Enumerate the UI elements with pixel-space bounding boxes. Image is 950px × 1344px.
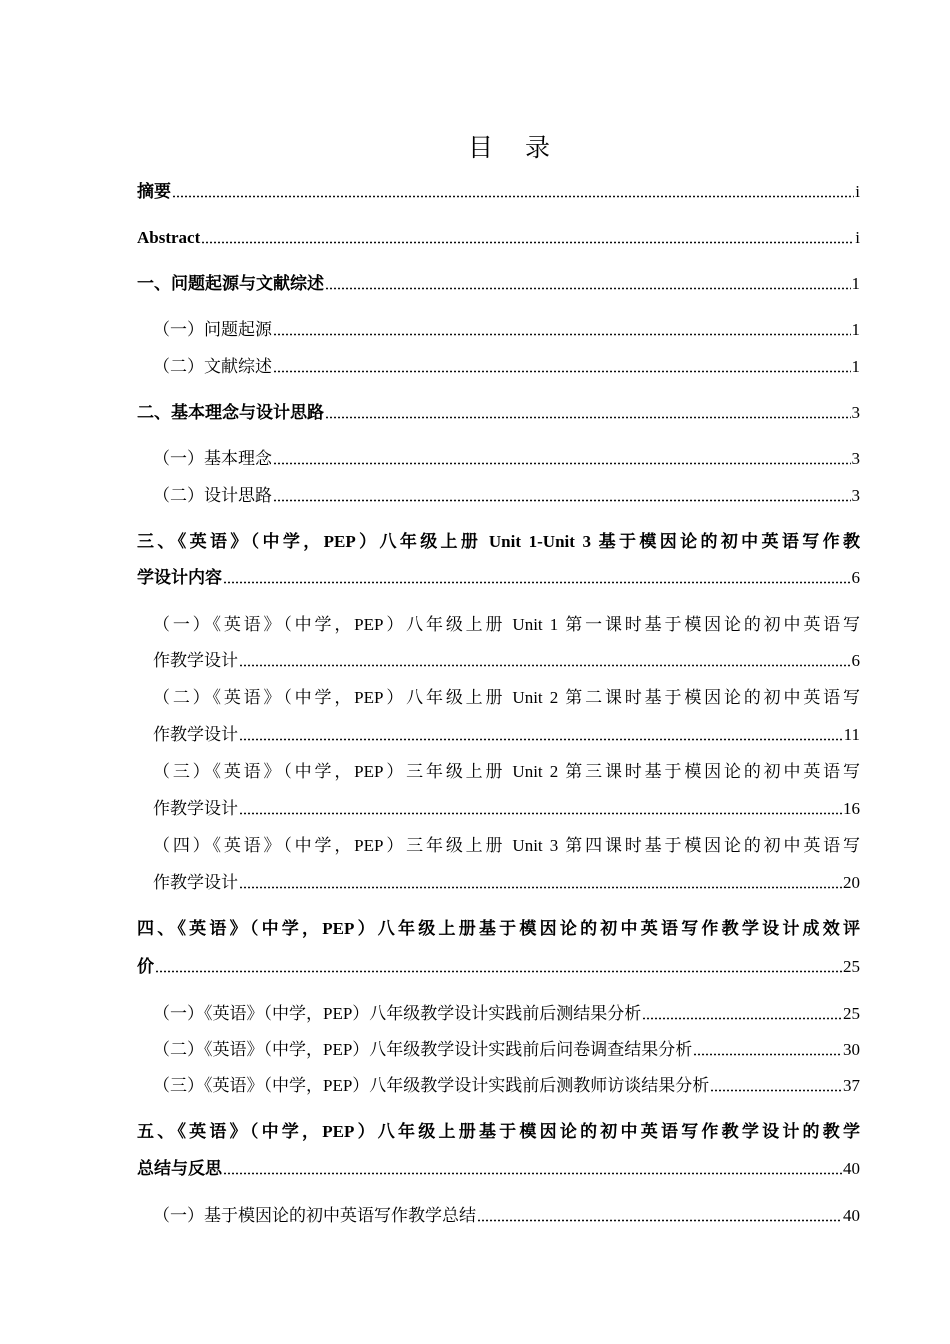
toc-entry[interactable] [153, 318, 860, 342]
toc-entry[interactable] [153, 649, 860, 673]
toc-entry[interactable] [137, 1120, 860, 1144]
toc-entry-title: （四）《英语》（中学，PEP）三年级上册 Unit 3 第四课时基于模因论的初中英语写 [153, 836, 860, 855]
toc-entry[interactable] [137, 180, 860, 204]
toc-entry-title: 摘要 [137, 182, 171, 201]
toc-entry-title: 价 [137, 957, 154, 976]
toc-page-number: 11 [843, 725, 860, 744]
dot-leader [155, 969, 842, 973]
toc-title: 目 录 [468, 133, 562, 162]
toc-entry-title: （二）《英语》（中学，PEP）八年级教学设计实践前后问卷调查结果分析 [153, 1040, 693, 1059]
toc-entry[interactable] [153, 613, 860, 637]
toc-entry[interactable] [137, 226, 860, 250]
dot-leader [239, 811, 842, 815]
toc-entry[interactable] [137, 272, 860, 296]
toc-entry-title: 作教学设计 [153, 799, 238, 818]
toc-page-number: 16 [843, 799, 860, 818]
toc-entry-title: Abstract [137, 228, 201, 247]
toc-entry-title: 作教学设计 [153, 873, 238, 892]
toc-entry[interactable] [153, 760, 860, 784]
dot-leader [710, 1088, 842, 1092]
toc-page-number: 37 [843, 1076, 860, 1095]
toc-entry-title: 作教学设计 [153, 725, 238, 744]
toc-entry-title: （一）《英语》（中学，PEP）八年级上册 Unit 1 第一课时基于模因论的初中英语写 [153, 615, 860, 634]
dot-leader [273, 498, 851, 502]
toc-entry[interactable] [153, 447, 860, 471]
toc-entry[interactable] [153, 723, 860, 747]
toc-page-number: 6 [851, 568, 860, 587]
toc-entry-title: （三）《英语》（中学，PEP）八年级教学设计实践前后测教师访谈结果分析 [153, 1076, 710, 1095]
toc-entry-title: 三、《英语》（中学，PEP）八年级上册 Unit 1-Unit 3 基于模因论的初中英语写作教 [137, 532, 860, 551]
toc-page-number: 1 [851, 357, 860, 376]
toc-entry-title: 一、问题起源与文献综述 [137, 274, 324, 293]
dot-leader [273, 332, 851, 336]
dot-leader [201, 240, 854, 244]
dot-leader [223, 580, 851, 584]
dot-leader [172, 194, 854, 198]
toc-page-number: 20 [843, 873, 860, 892]
toc-entry[interactable] [153, 355, 860, 379]
toc-page-number: i [855, 228, 860, 247]
dot-leader [239, 663, 851, 667]
toc-entry[interactable] [137, 917, 860, 941]
dot-leader [223, 1171, 842, 1175]
toc-entry[interactable] [153, 871, 860, 895]
dot-leader [239, 737, 843, 741]
toc-page-number: 6 [851, 651, 860, 670]
toc-page-number: 30 [843, 1040, 860, 1059]
toc-page-number: i [855, 182, 860, 201]
dot-leader [273, 461, 851, 465]
toc-entry[interactable] [137, 401, 860, 425]
toc-page-number: 3 [851, 403, 860, 422]
toc-entry-title: （一）问题起源 [153, 320, 272, 339]
dot-leader [239, 885, 842, 889]
dot-leader [693, 1052, 842, 1056]
toc-entry-title: 二、基本理念与设计思路 [137, 403, 324, 422]
toc-page-number: 1 [851, 320, 860, 339]
toc-page-number: 25 [843, 957, 860, 976]
toc-entry-title: （二）文献综述 [153, 357, 272, 376]
toc-page-number: 25 [843, 1004, 860, 1023]
toc-page-number: 1 [851, 274, 860, 293]
dot-leader [325, 286, 851, 290]
dot-leader [642, 1016, 842, 1020]
toc-page-number: 40 [843, 1206, 860, 1225]
toc-entry-title: 总结与反思 [137, 1159, 222, 1178]
toc-page-number: 40 [843, 1159, 860, 1178]
dot-leader [325, 415, 851, 419]
toc-entry-title: 五、《英语》（中学，PEP）八年级上册基于模因论的初中英语写作教学设计的教学 [137, 1122, 860, 1141]
toc-entry[interactable] [153, 1038, 860, 1062]
toc-entry[interactable] [153, 797, 860, 821]
toc-entry[interactable] [153, 1204, 860, 1228]
toc-entry[interactable] [153, 834, 860, 858]
toc-entry-title: 学设计内容 [137, 568, 222, 587]
toc-entry-title: （二）设计思路 [153, 486, 272, 505]
toc-page-number: 3 [851, 449, 860, 468]
toc-entry[interactable] [137, 955, 860, 979]
toc-entry-title: （三）《英语》（中学，PEP）三年级上册 Unit 2 第三课时基于模因论的初中英语写 [153, 762, 860, 781]
toc-entry-title: （一）基本理念 [153, 449, 272, 468]
dot-leader [477, 1218, 842, 1222]
toc-entry[interactable] [137, 566, 860, 590]
toc-entry-title: （一）《英语》（中学，PEP）八年级教学设计实践前后测结果分析 [153, 1004, 642, 1023]
toc-entry[interactable] [153, 1074, 860, 1098]
toc-entry[interactable] [137, 1157, 860, 1181]
toc-entry[interactable] [153, 1002, 860, 1026]
toc-entry[interactable] [153, 686, 860, 710]
toc-entry[interactable] [153, 484, 860, 508]
toc-entry-title: （一）基于模因论的初中英语写作教学总结 [153, 1206, 476, 1225]
dot-leader [273, 369, 851, 373]
toc-entry-title: （二）《英语》（中学，PEP）八年级上册 Unit 2 第二课时基于模因论的初中英语写 [153, 688, 860, 707]
toc-entry[interactable] [137, 530, 860, 554]
toc-page-number: 3 [851, 486, 860, 505]
toc-entry-title: 作教学设计 [153, 651, 238, 670]
toc-entry-title: 四、《英语》（中学，PEP）八年级上册基于模因论的初中英语写作教学设计成效评 [137, 919, 860, 938]
